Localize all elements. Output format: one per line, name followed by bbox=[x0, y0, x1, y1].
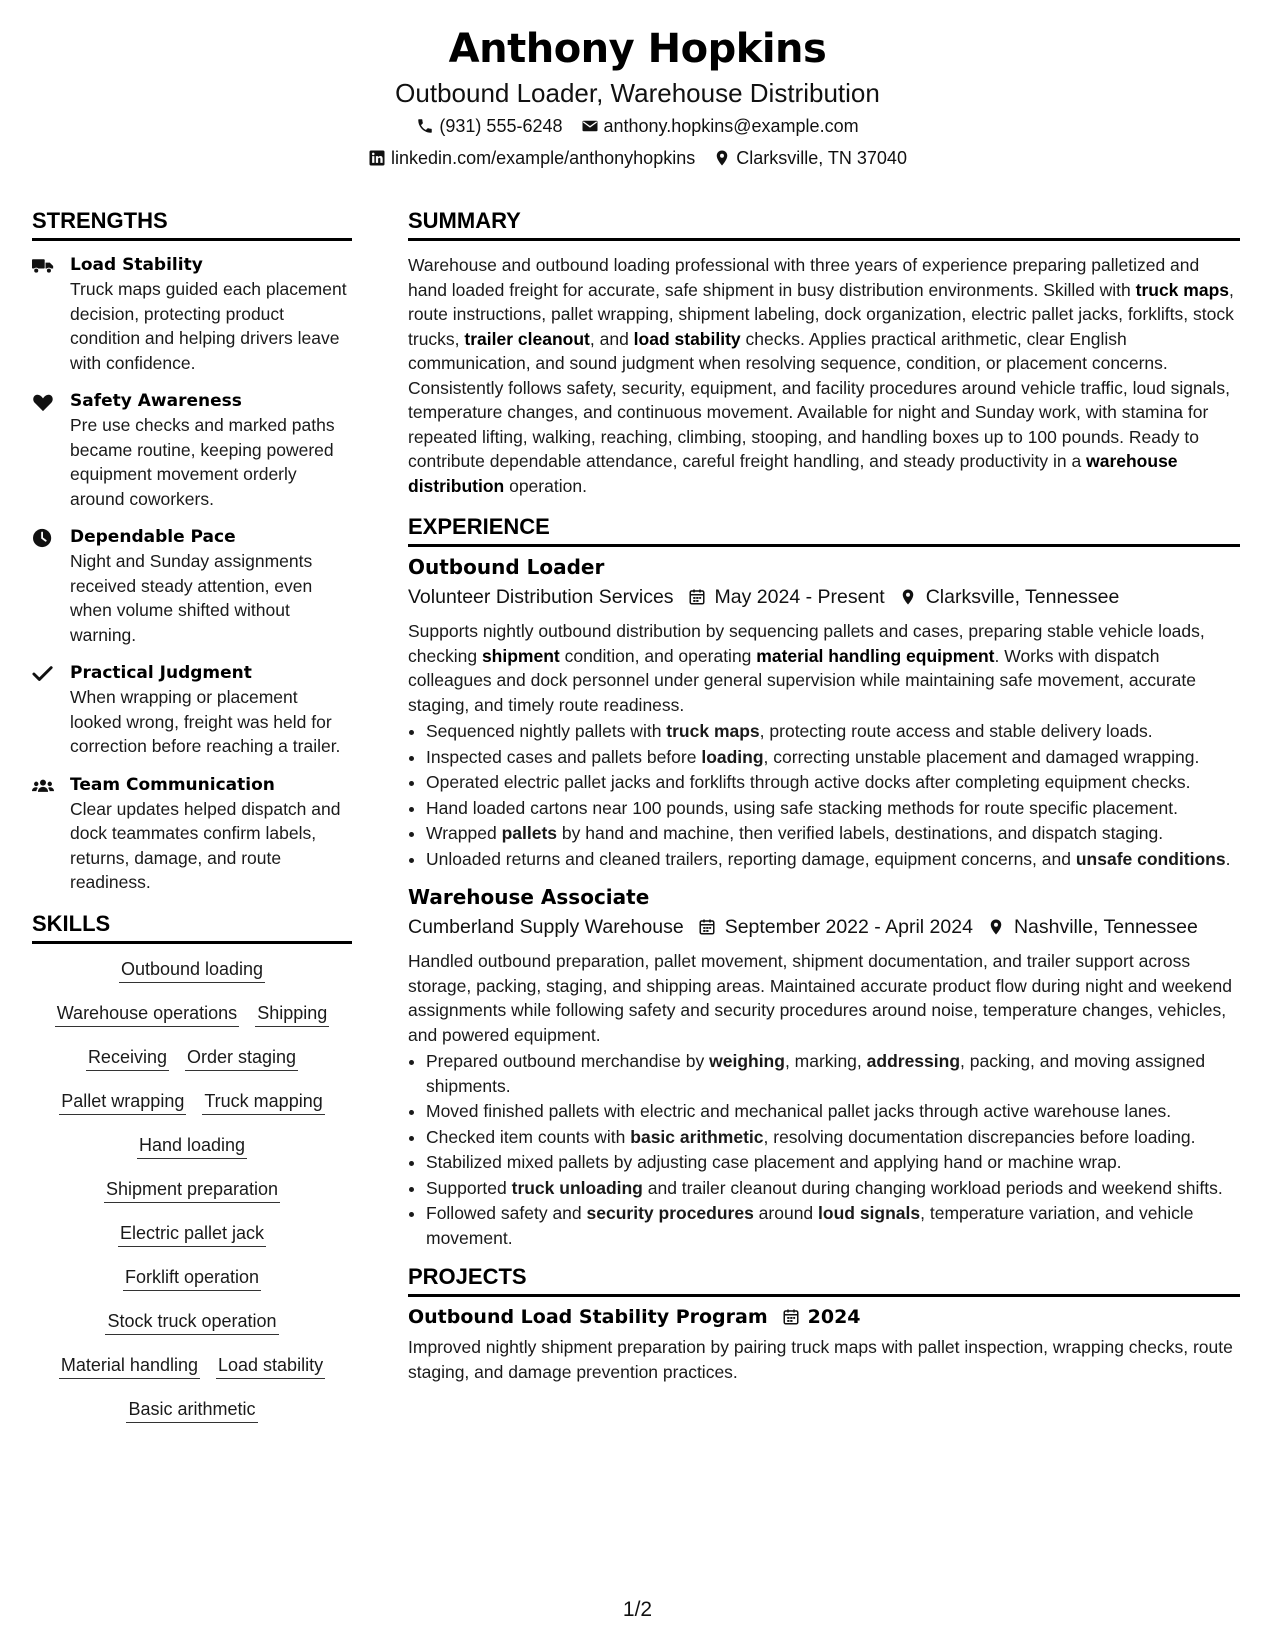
skill-row bbox=[32, 1044, 352, 1071]
strength-title: Load Stability bbox=[70, 255, 203, 275]
map-pin-icon bbox=[987, 918, 1005, 936]
strength-item bbox=[32, 389, 352, 511]
strength-desc: Clear updates helped dispatch and dock teammates confirm labels, returns, damage, and route readiness. bbox=[70, 798, 341, 892]
skill-row bbox=[32, 1088, 352, 1115]
bold-keyword: loud signals bbox=[818, 1203, 921, 1223]
email-text: anthony.hopkins@example.com bbox=[603, 116, 859, 136]
skill-tag: Order staging bbox=[185, 1044, 298, 1071]
skill-tag: Electric pallet jack bbox=[118, 1220, 266, 1247]
strength-desc: When wrapping or placement looked wrong, freight was held for correction before reaching a trailer. bbox=[70, 687, 341, 756]
bold-keyword: truck unloading bbox=[511, 1177, 643, 1198]
job-bullet: • Supported truck unloading and trailer cleanout during changing workload periods and weekend shifts. bbox=[426, 1176, 1240, 1201]
bold-keyword: load stability bbox=[633, 328, 741, 349]
bold-keyword: addressing bbox=[866, 1051, 961, 1071]
skill-row bbox=[32, 1396, 352, 1423]
calendar-icon bbox=[782, 1308, 800, 1326]
job-bullet: • Followed safety and security procedures around loud signals, temperature variation, and vehicle movement. bbox=[426, 1201, 1240, 1250]
location-text: Clarksville, TN 37040 bbox=[736, 148, 907, 168]
skill-tag: Forklift operation bbox=[123, 1264, 261, 1291]
skill-tag: Pallet wrapping bbox=[59, 1088, 186, 1115]
job-title: Warehouse Associate bbox=[408, 885, 650, 909]
strength-item bbox=[32, 525, 352, 647]
job-bullets bbox=[408, 719, 1240, 871]
job-title: Outbound Loader bbox=[408, 555, 605, 579]
strength-title: Practical Judgment bbox=[70, 663, 252, 683]
skill-row bbox=[32, 1352, 352, 1379]
job-dates: May 2024 - Present bbox=[714, 586, 885, 608]
job-meta bbox=[408, 911, 1240, 943]
strength-desc: Truck maps guided each placement decision, protecting product condition and helping drivers leave with confidence. bbox=[70, 279, 347, 373]
skill-tag: Warehouse operations bbox=[55, 1000, 239, 1027]
phone-contact[interactable] bbox=[416, 110, 562, 142]
job-desc: Supports nightly outbound distribution by sequencing pallets and cases, preparing stable vehicle loads, checking shipment condition, and operating material handling equipment. Works with dispatch colleagues and dock personnel under general supervision while maintaining safe movement, accurate staging, and timely route readiness. bbox=[408, 621, 1205, 715]
bold-keyword: pallets bbox=[501, 823, 558, 843]
experience-list bbox=[408, 553, 1240, 1250]
strength-title: Team Communication bbox=[70, 774, 275, 795]
strength-desc: Pre use checks and marked paths became routine, keeping powered equipment movement orderly around coworkers. bbox=[70, 415, 335, 509]
bold-keyword: weighing bbox=[709, 1051, 785, 1071]
bold-keyword: truck maps bbox=[1135, 279, 1229, 300]
strength-item bbox=[32, 661, 352, 759]
skill-row bbox=[32, 1264, 352, 1291]
strength-item bbox=[32, 773, 352, 895]
job-dates-wrap bbox=[688, 581, 885, 613]
bold-keyword: truck maps bbox=[666, 721, 760, 741]
job-bullet: • Inspected cases and pallets before loading, correcting unstable placement and damaged wrapping. bbox=[426, 745, 1240, 770]
job-bullet: • Moved finished pallets with electric and mechanical pallet jacks through active warehouse lanes. bbox=[426, 1099, 1240, 1124]
job-bullets bbox=[408, 1049, 1240, 1250]
job-bullet: • Hand loaded cartons near 100 pounds, using safe stacking methods for route specific placement. bbox=[426, 796, 1240, 821]
location-contact bbox=[713, 142, 907, 174]
linkedin-contact[interactable] bbox=[368, 142, 695, 174]
bold-keyword: trailer cleanout bbox=[464, 328, 590, 349]
envelope-icon bbox=[581, 117, 599, 135]
job-meta bbox=[408, 581, 1240, 613]
skills-heading: SKILLS bbox=[32, 909, 352, 944]
skill-tag: Stock truck operation bbox=[105, 1308, 278, 1335]
job-company: Volunteer Distribution Services bbox=[408, 586, 674, 608]
phone-text: (931) 555-6248 bbox=[439, 116, 563, 136]
strength-desc: Night and Sunday assignments received steady attention, even when volume shifted without warning. bbox=[70, 551, 313, 645]
map-pin-icon bbox=[713, 149, 731, 167]
job-bullet: • Unloaded returns and cleaned trailers, reporting damage, equipment concerns, and unsafe conditions. bbox=[426, 847, 1240, 872]
job-location: Nashville, Tennessee bbox=[1013, 916, 1198, 938]
projects-heading: PROJECTS bbox=[408, 1262, 1240, 1297]
summary-heading: SUMMARY bbox=[408, 206, 1240, 241]
skill-tag: Load stability bbox=[216, 1352, 325, 1379]
bold-keyword: unsafe conditions bbox=[1075, 848, 1226, 869]
email-contact[interactable] bbox=[581, 110, 859, 142]
job-location: Clarksville, Tennessee bbox=[925, 586, 1120, 608]
skill-row bbox=[32, 1000, 352, 1027]
job-bullet: • Sequenced nightly pallets with truck maps, protecting route access and stable delivery loads. bbox=[426, 719, 1240, 744]
skill-tag: Outbound loading bbox=[119, 956, 265, 983]
bold-keyword: basic arithmetic bbox=[630, 1126, 764, 1147]
skill-tag: Truck mapping bbox=[202, 1088, 324, 1115]
right-column bbox=[408, 206, 1240, 1394]
strength-title: Dependable Pace bbox=[70, 527, 236, 547]
candidate-role: Outbound Loader, Warehouse Distribution bbox=[395, 78, 880, 108]
bold-keyword: shipment bbox=[481, 645, 560, 666]
skill-row bbox=[32, 1220, 352, 1247]
check-icon bbox=[32, 664, 54, 684]
users-icon bbox=[32, 776, 54, 796]
project-year: 2024 bbox=[807, 1306, 861, 1328]
summary-text: Warehouse and outbound loading professional with three years of experience preparing palletized and hand loaded freight for accurate, safe shipment in busy distribution environments. Skilled with truck maps, route instructions, pallet wrapping, shipment labeling, dock organization, electric pallet jacks, forklifts, stock trucks, trailer cleanout, and load stability checks. Applies practical arithmetic, clear English communication, and sound judgment when resolving sequence, condition, or placement concerns. Consistently follows safety, security, equipment, and facility procedures around vehicle traffic, loud signals, temperature changes, and continuous movement. Available for night and Sunday work, with stamina for repeated lifting, walking, reaching, climbing, stooping, and handling boxes up to 100 pounds. Ready to contribute dependable attendance, careful freight handling, and steady productivity in a warehouse distribution operation. bbox=[408, 255, 1234, 496]
skill-row bbox=[32, 1176, 352, 1203]
experience-heading: EXPERIENCE bbox=[408, 512, 1240, 547]
skill-row bbox=[32, 956, 352, 983]
project-title-row bbox=[408, 1303, 1240, 1331]
heart-icon bbox=[32, 392, 54, 412]
project-title: Outbound Load Stability Program bbox=[408, 1306, 768, 1328]
linkedin-icon bbox=[368, 149, 386, 167]
bold-keyword: material handling equipment bbox=[756, 645, 995, 666]
contact-line-2 bbox=[0, 142, 1275, 174]
bold-keyword: warehouse distribution bbox=[408, 451, 1178, 496]
job-bullet: • Stabilized mixed pallets by adjusting case placement and applying hand or machine wrap. bbox=[426, 1150, 1240, 1175]
skill-tag: Material handling bbox=[59, 1352, 200, 1379]
job-bullet: • Wrapped pallets by hand and machine, then verified labels, destinations, and dispatch staging. bbox=[426, 821, 1240, 846]
skill-tag: Basic arithmetic bbox=[126, 1396, 257, 1423]
job-company: Cumberland Supply Warehouse bbox=[408, 916, 684, 938]
linkedin-text: linkedin.com/example/anthonyhopkins bbox=[391, 148, 696, 168]
skill-tag: Shipment preparation bbox=[104, 1176, 280, 1203]
strength-item bbox=[32, 253, 352, 375]
job-dates: September 2022 - April 2024 bbox=[724, 916, 973, 938]
skill-tag: Receiving bbox=[86, 1044, 169, 1071]
skills-list bbox=[32, 956, 352, 1423]
job-desc: Handled outbound preparation, pallet movement, shipment documentation, and trailer support across storage, packing, staging, and shipping areas. Maintained accurate product flow during night and weekend assignments while following safety and security procedures around noise, temperature changes, vehicles, and powered equipment. bbox=[408, 951, 1233, 1045]
project-desc: Improved nightly shipment preparation by pairing truck maps with pallet inspection, wrapping checks, route staging, and damage prevention practices. bbox=[408, 1337, 1233, 1382]
skill-row bbox=[32, 1132, 352, 1159]
bold-keyword: security procedures bbox=[586, 1203, 754, 1223]
map-pin-icon bbox=[899, 588, 917, 606]
job-bullet: • Operated electric pallet jacks and forklifts through active docks after completing equipment checks. bbox=[426, 770, 1240, 795]
job-bullet: • Prepared outbound merchandise by weighing, marking, addressing, packing, and moving assigned shipments. bbox=[426, 1049, 1240, 1098]
strength-title: Safety Awareness bbox=[70, 391, 242, 411]
skill-tag: Hand loading bbox=[137, 1132, 247, 1159]
contact-line-1 bbox=[0, 110, 1275, 142]
job-entry bbox=[408, 883, 1240, 1250]
job-dates-wrap bbox=[698, 911, 973, 943]
page-number: 1/2 bbox=[622, 1598, 653, 1621]
skill-row bbox=[32, 1308, 352, 1335]
left-column bbox=[32, 206, 352, 1440]
job-location-wrap bbox=[987, 911, 1198, 943]
job-location-wrap bbox=[899, 581, 1120, 613]
skill-tag: Shipping bbox=[255, 1000, 329, 1027]
job-entry bbox=[408, 553, 1240, 871]
calendar-icon bbox=[688, 588, 706, 606]
phone-icon bbox=[416, 117, 434, 135]
calendar-icon bbox=[698, 918, 716, 936]
candidate-name: Anthony Hopkins bbox=[448, 26, 827, 72]
resume-header bbox=[0, 22, 1275, 174]
job-bullet: • Checked item counts with basic arithmetic, resolving documentation discrepancies before loading. bbox=[426, 1125, 1240, 1150]
truck-icon bbox=[32, 256, 54, 276]
strengths-heading: STRENGTHS bbox=[32, 206, 352, 241]
bold-keyword: loading bbox=[701, 746, 764, 767]
clock-icon bbox=[32, 528, 54, 548]
project-item bbox=[408, 1303, 1240, 1384]
